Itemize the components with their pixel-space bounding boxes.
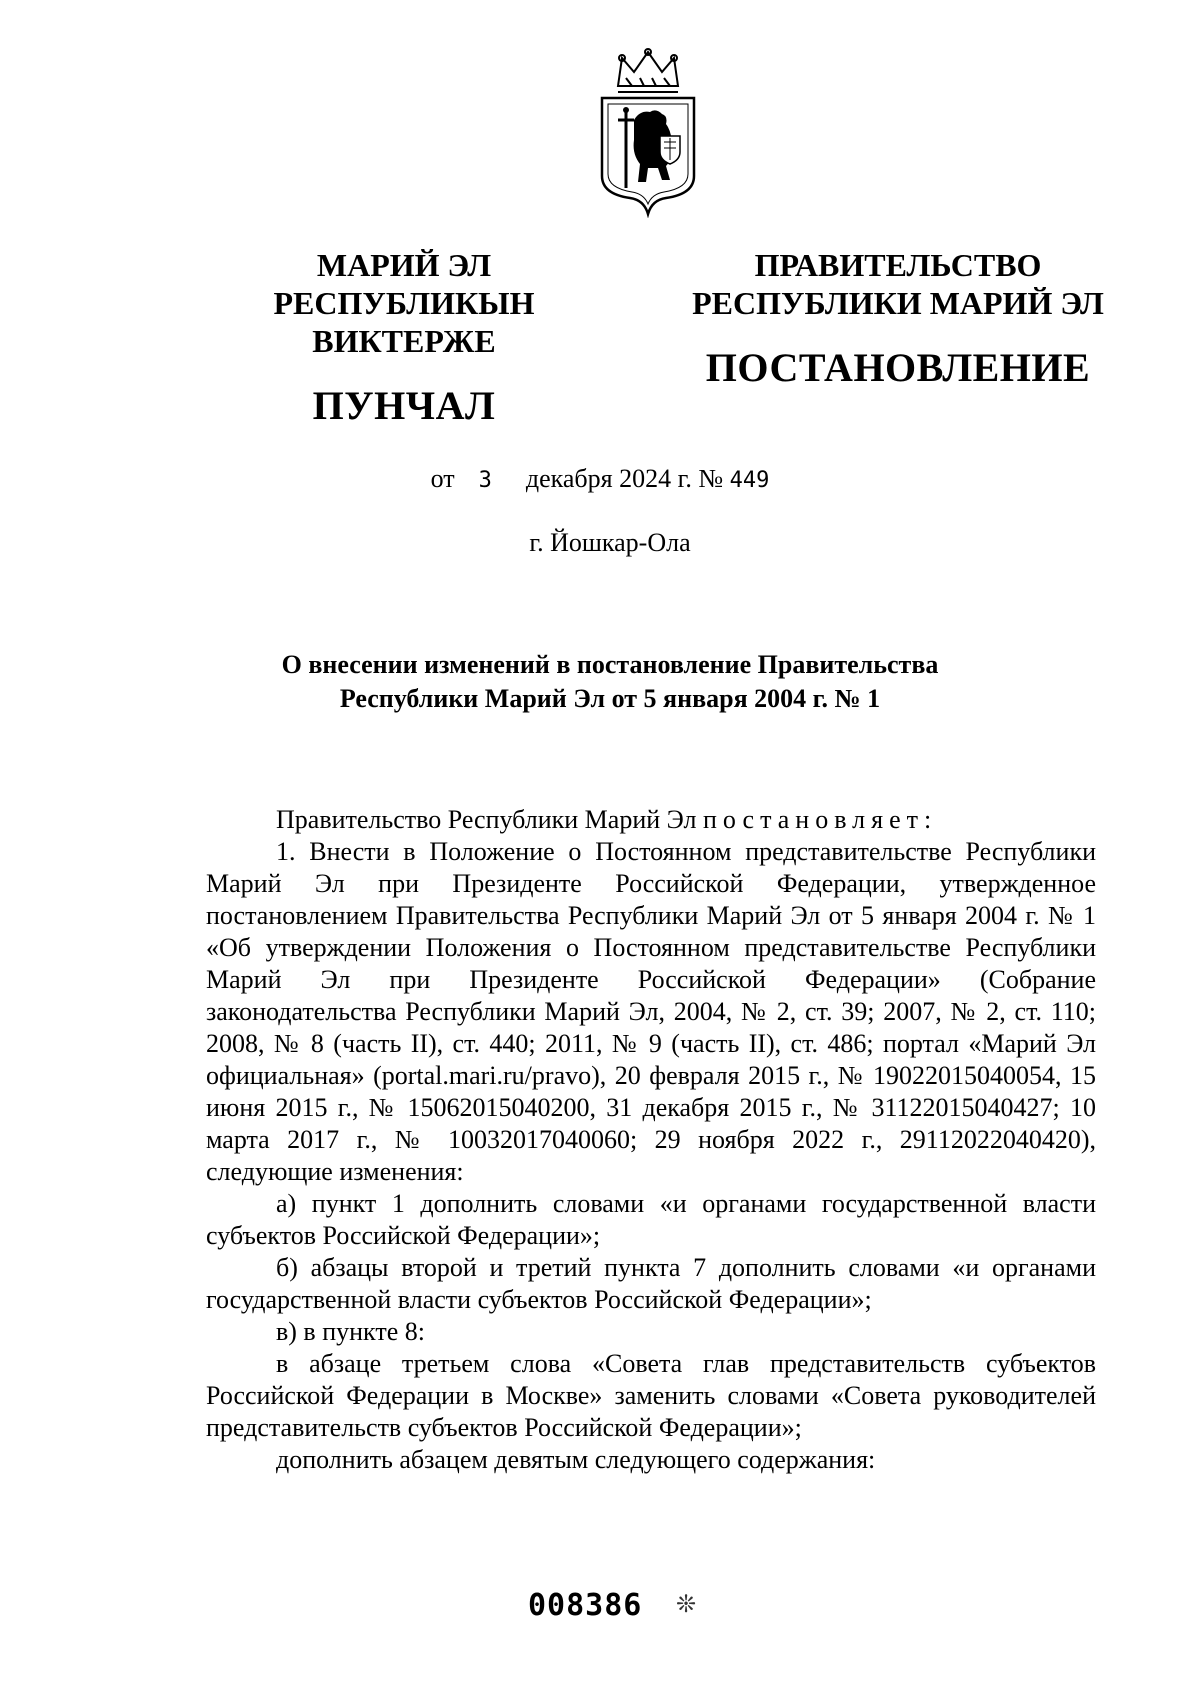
header-left-line2: ВИКТЕРЖЕ <box>312 323 496 359</box>
footer-mark-icon: ❊ <box>676 1592 697 1618</box>
document-title-line2: Республики Марий Эл от 5 января 2004 г. № 1 <box>339 684 881 713</box>
body-item-v: в) в пункте 8: <box>276 1317 425 1346</box>
body-intro-prefix: Правительство Республики Марий Эл <box>276 805 703 834</box>
header-left-line1: МАРИЙ ЭЛ РЕСПУБЛИКЫН <box>273 247 535 321</box>
body-item-1: 1. Внести в Положение о Постоянном представительстве Республики Марий Эл при Президенте Российской Федерации, утвержденное постановлением Правительства Республики Марий Эл от 5 января 2004 г. № 1 «Об утверждении Положения о Постоянном представительстве Республики Марий Эл при Президенте Российской Федерации» (Собрание законодательства Республики Марий Эл, 2004, № 2, ст. 39; 2007, № 2, ст. 110; 2008, № 8 (часть II), ст. 440; 2011, № 9 (часть II), ст. 486; портал «Марий Эл официальная» (portal.mari.ru/pravo), 20 февраля 2015 г., № 19022015040054, 15 июня 2015 г., № 15062015040200, 31 декабря 2015 г., № 31122015040427; 10 марта 2017 г., № 10032017040060; 29 ноября 2022 г., 29112022040420), следующие изменения: <box>206 837 1096 1186</box>
body-item-v-1: в абзаце третьем слова «Совета глав представительств субъектов Российской Федерации в Москве» заменить словами «Совета руководителей представительств субъектов Российской Федерации»; <box>206 1349 1096 1442</box>
document-date-line <box>0 464 1200 494</box>
registration-number: 008386 <box>528 1588 643 1623</box>
coat-of-arms-bear-icon <box>596 48 700 218</box>
document-city: г. Йошкар-Ола <box>529 528 691 557</box>
header-right-doc-type: ПОСТАНОВЛЕНИЕ <box>705 345 1091 390</box>
header-right-russian <box>688 246 1108 390</box>
document-title <box>0 648 1200 716</box>
body-item-v-2: дополнить абзацем девятым следующего содержания: <box>276 1445 876 1474</box>
body-intro <box>206 804 1096 836</box>
header-left-doc-type: ПУНЧАЛ <box>312 383 496 428</box>
coat-of-arms-emblem <box>596 48 700 218</box>
document-title-line1: О внесении изменений в постановление Правительства <box>281 650 939 679</box>
header-right-line1: ПРАВИТЕЛЬСТВО <box>754 247 1042 283</box>
body-item-b: б) абзацы второй и третий пункта 7 дополнить словами «и органами государственной власти субъектов Российской Федерации»; <box>206 1253 1096 1314</box>
document-body <box>206 804 1096 1476</box>
date-month-year: декабря 2024 г. № <box>525 464 724 493</box>
document-number: 449 <box>729 468 770 493</box>
header-right-line2: РЕСПУБЛИКИ МАРИЙ ЭЛ <box>692 285 1104 321</box>
header-left-mari <box>190 246 618 428</box>
date-day: 3 <box>478 468 492 493</box>
date-prefix: от <box>430 464 455 493</box>
body-intro-spaced: постановляет: <box>702 805 938 834</box>
body-item-a: а) пункт 1 дополнить словами «и органами государственной власти субъектов Российской Федерации»; <box>206 1189 1096 1250</box>
